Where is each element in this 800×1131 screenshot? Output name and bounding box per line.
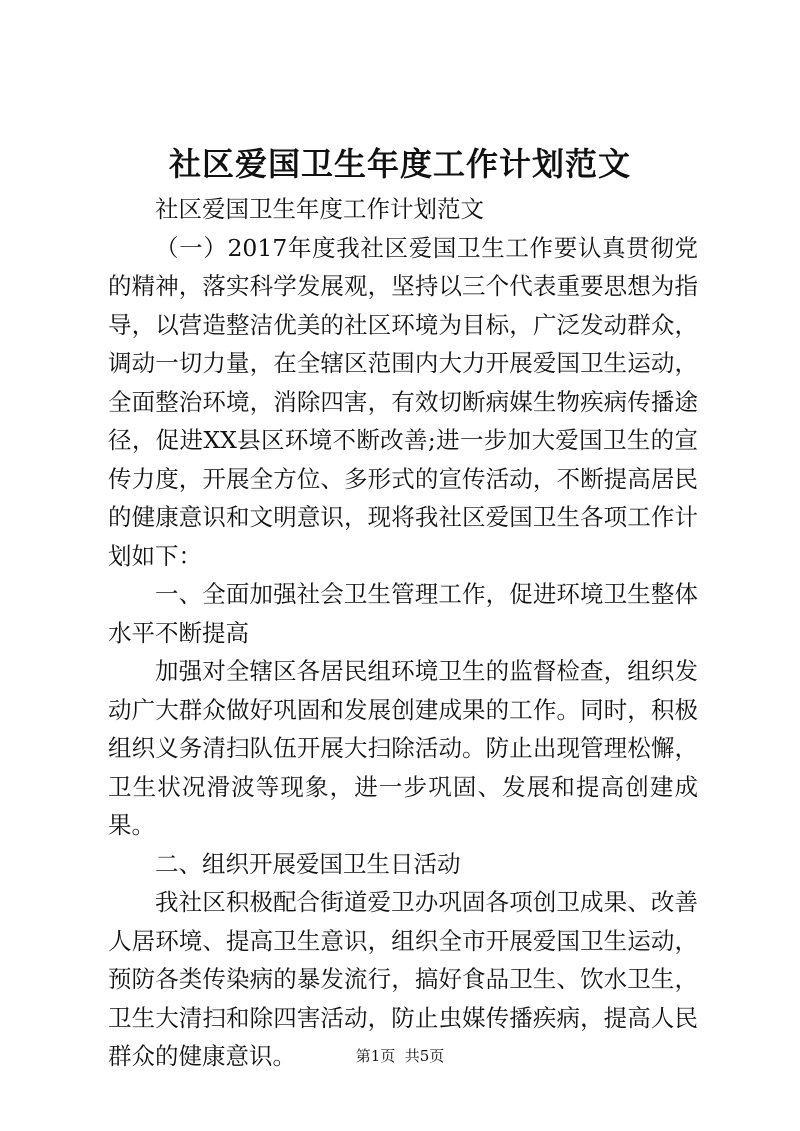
section-heading-2: 二、组织开展爱国卫生日活动 [155,849,461,878]
paragraph-intro: （一）2017年度我社区爱国卫生工作要认真贯彻党的精神，落实科学发展观，坚持以三个代表重要思想为指导，以营造整洁优美的社区环境为目标，广泛发动群众，调动一切力量，在全辖区范围内大力开展爱国卫生运动，全面整治环境，消除四害，有效切断病媒生物疾病传播途径，促进XX县区环境不断改善;进一步加大爱国卫生的宣传力度，开展全方位、多形式的宣传活动，不断提高居民的健康意识和文明意识，现将我社区爱国卫生各项工作计划如下： [108,233,698,570]
page-number-footer: 第1页 共5页 [355,1047,445,1065]
paragraph-subtitle: 社区爱国卫生年度工作计划范文 [155,195,484,223]
paragraph-section-1: 加强对全辖区各居民组环境卫生的监督检查，组织发动广大群众做好巩固和发展创建成果的工作。同时，积极组织义务清扫队伍开展大扫除活动。防止出现管理松懈，卫生状况滑波等现象，进一步巩固、发展和提高创建成果。 [108,657,698,839]
paragraph-section-2: 我社区积极配合街道爱卫办巩固各项创卫成果、改善人居环境、提高卫生意识，组织全市开展爱国卫生运动，预防各类传染病的暴发流行，搞好食品卫生、饮水卫生，卫生大清扫和除四害活动，防止虫媒传播疾病，提高人民群众的健康意识。 [108,888,698,1070]
document-title: 社区爱国卫生年度工作计划范文 [168,145,631,183]
section-heading-1: 一、全面加强社会卫生管理工作，促进环境卫生整体水平不断提高 [108,580,698,647]
document-body [108,190,698,1076]
